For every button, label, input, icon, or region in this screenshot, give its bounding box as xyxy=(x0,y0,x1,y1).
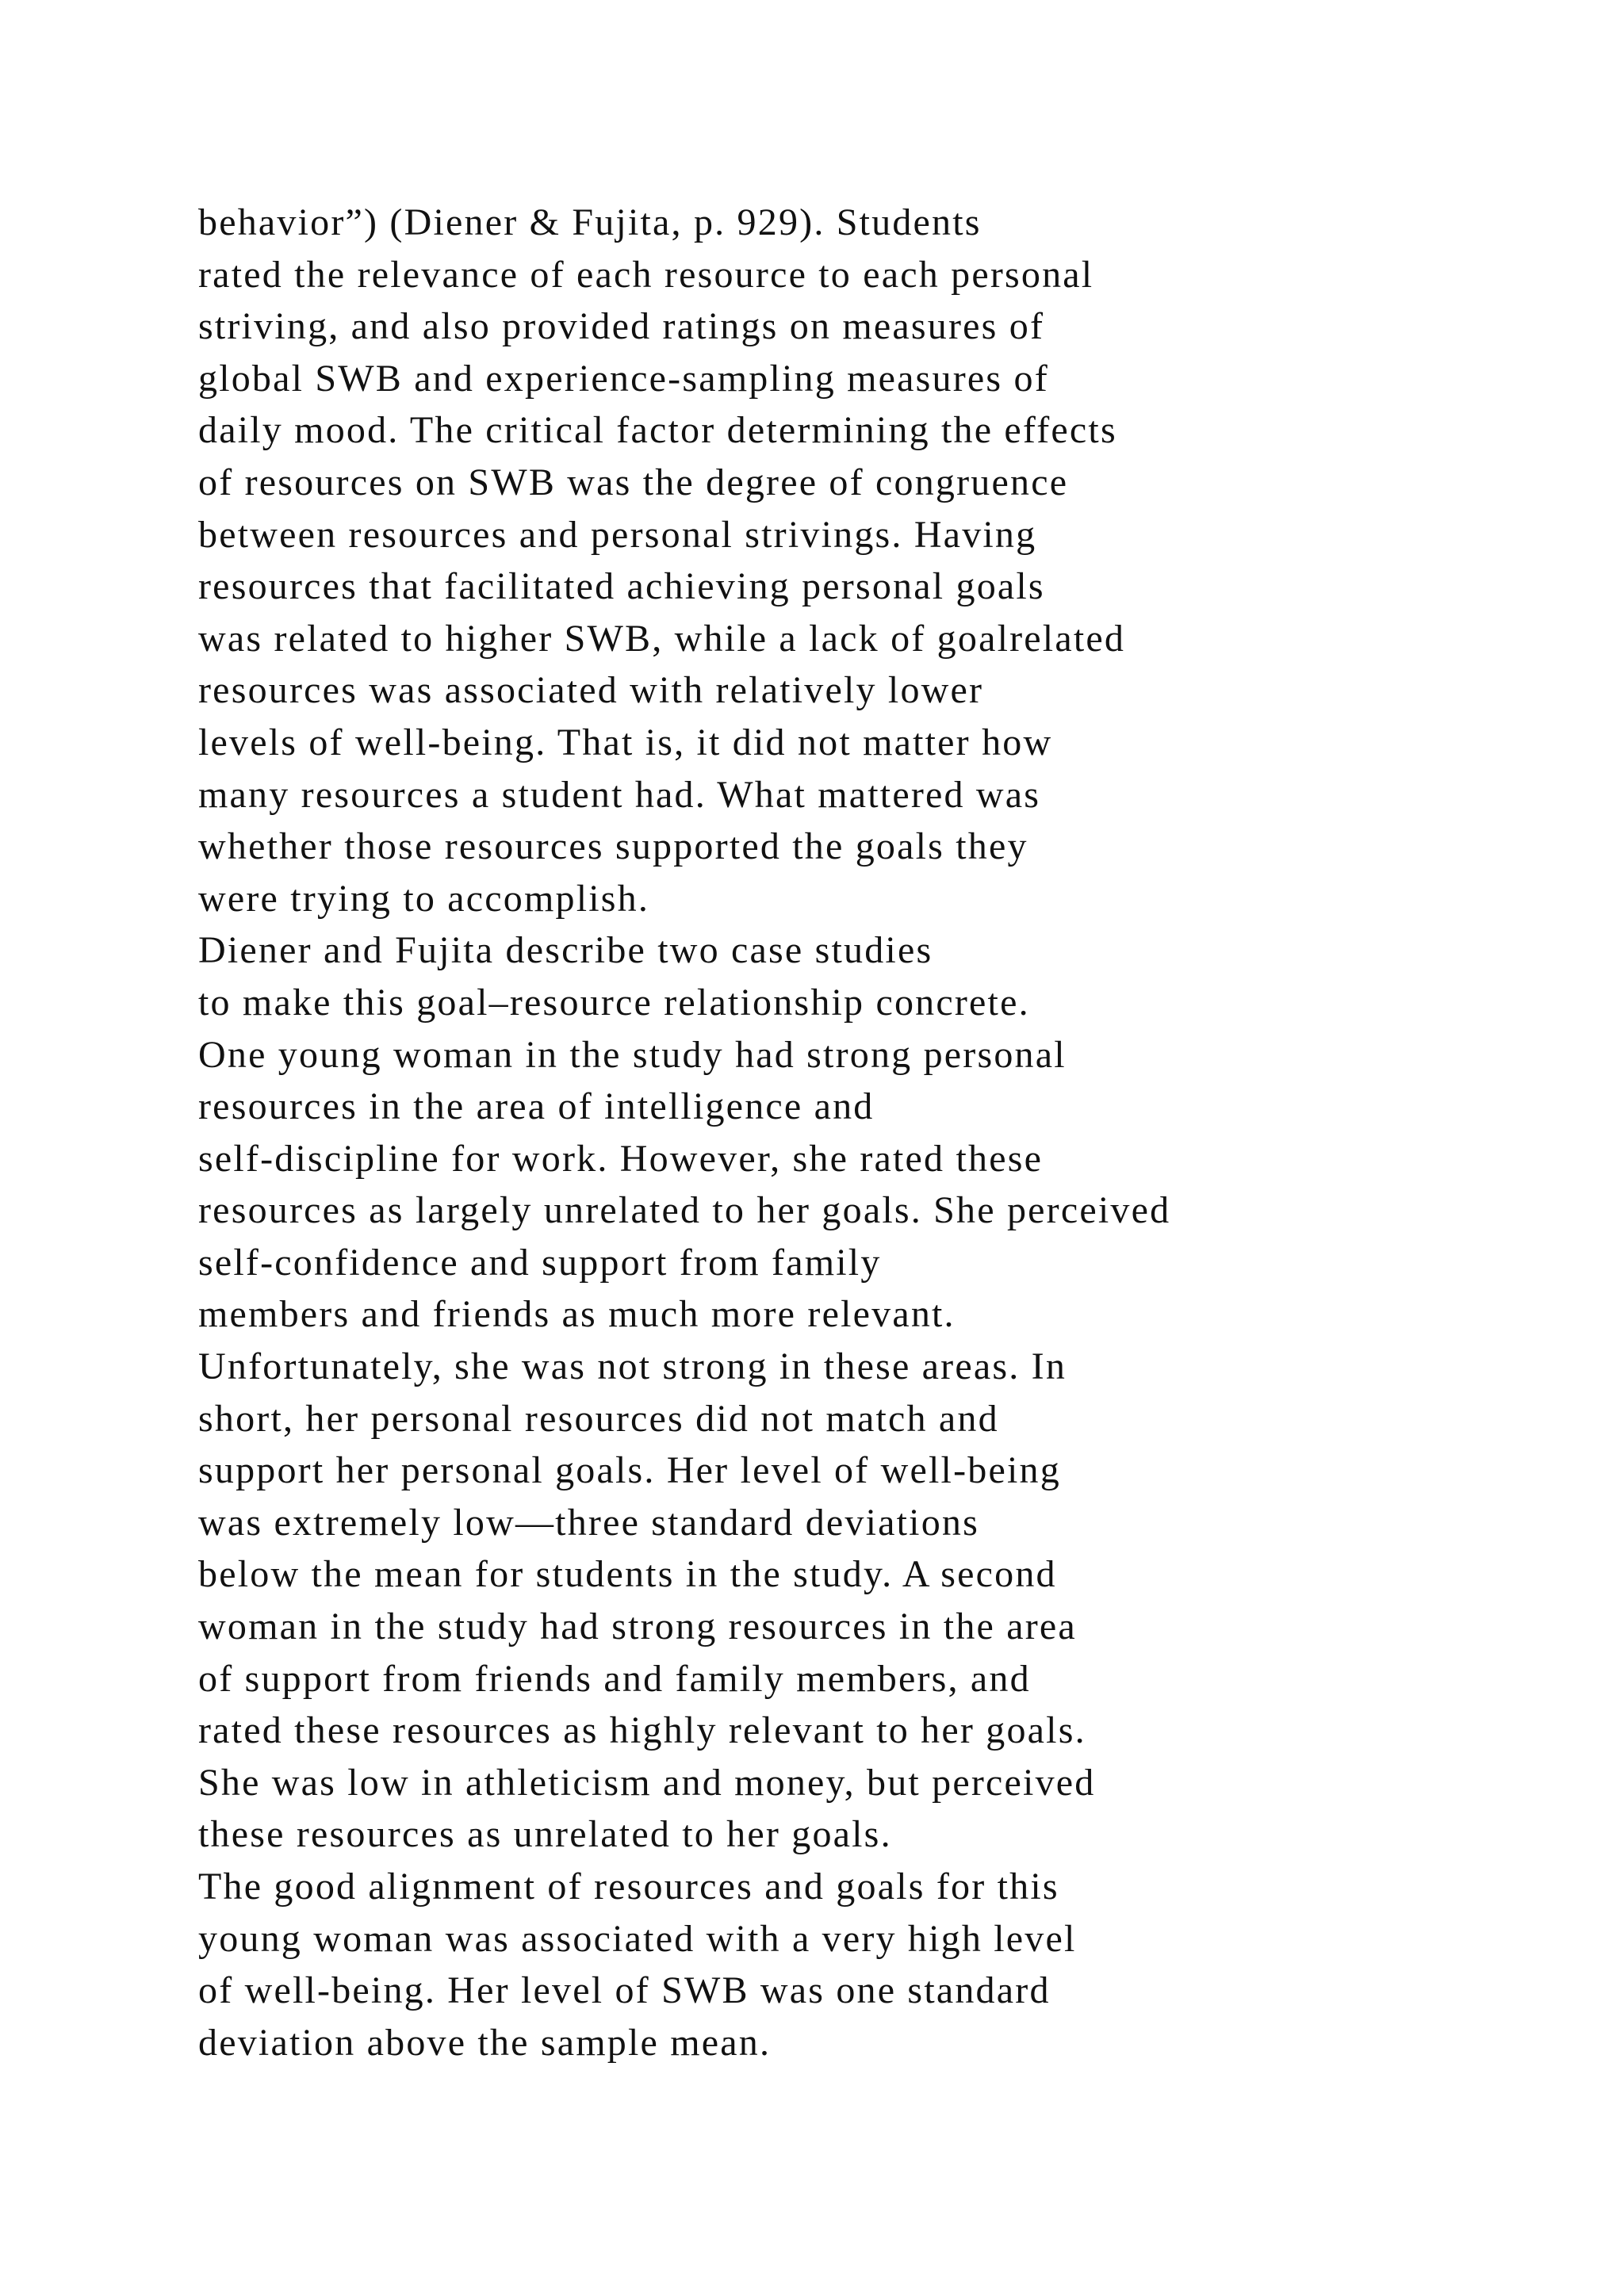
text-line: woman in the study had strong resources in the area xyxy=(198,1605,1077,1648)
text-line: daily mood. The critical factor determining the effects xyxy=(198,409,1117,452)
text-line: between resources and personal strivings. Having xyxy=(198,513,1037,556)
text-line: The good alignment of resources and goals for this xyxy=(198,1866,1059,1908)
text-line: many resources a student had. What mattered was xyxy=(198,773,1041,816)
text-line: whether those resources supported the goals they xyxy=(198,825,1028,868)
text-line: She was low in athleticism and money, but perceived xyxy=(198,1761,1096,1804)
text-line: levels of well-being. That is, it did not matter how xyxy=(198,721,1053,763)
text-line: resources as largely unrelated to her goals. She perceived xyxy=(198,1189,1171,1232)
text-line: young woman was associated with a very high level xyxy=(198,1917,1077,1960)
text-line: deviation above the sample mean. xyxy=(198,2021,772,2064)
text-line: was related to higher SWB, while a lack of goalrelated xyxy=(198,617,1126,660)
text-line: resources was associated with relatively lower xyxy=(198,669,984,712)
text-line: self-discipline for work. However, she rated these xyxy=(198,1137,1044,1180)
text-line: Unfortunately, she was not strong in these areas. In xyxy=(198,1345,1067,1388)
text-line: short, her personal resources did not match and xyxy=(198,1397,999,1440)
text-line: were trying to accomplish. xyxy=(198,877,650,920)
text-line: below the mean for students in the study. A second xyxy=(198,1553,1057,1596)
body-text xyxy=(198,197,1594,2068)
text-line: One young woman in the study had strong personal xyxy=(198,1033,1067,1076)
text-line: rated these resources as highly relevant to her goals. xyxy=(198,1709,1086,1752)
text-line: behavior”) (Diener & Fujita, p. 929). Students xyxy=(198,201,982,243)
text-line: these resources as unrelated to her goals. xyxy=(198,1813,892,1856)
text-line: striving, and also provided ratings on measures of xyxy=(198,305,1045,348)
text-line: global SWB and experience-sampling measures of xyxy=(198,357,1049,400)
text-line: support her personal goals. Her level of well-being xyxy=(198,1449,1061,1492)
text-line: Diener and Fujita describe two case studies xyxy=(198,929,933,972)
text-line: of well-being. Her level of SWB was one standard xyxy=(198,1969,1051,2012)
text-line: was extremely low—three standard deviations xyxy=(198,1501,979,1544)
text-line: resources in the area of intelligence and xyxy=(198,1085,875,1128)
text-line: rated the relevance of each resource to each personal xyxy=(198,253,1094,296)
text-line: resources that facilitated achieving personal goals xyxy=(198,565,1045,608)
text-line: of resources on SWB was the degree of congruence xyxy=(198,461,1069,503)
text-line: self-confidence and support from family xyxy=(198,1241,882,1284)
text-line: of support from friends and family members, and xyxy=(198,1657,1031,1700)
text-line: members and friends as much more relevant. xyxy=(198,1293,956,1336)
text-line: to make this goal–resource relationship concrete. xyxy=(198,981,1030,1024)
